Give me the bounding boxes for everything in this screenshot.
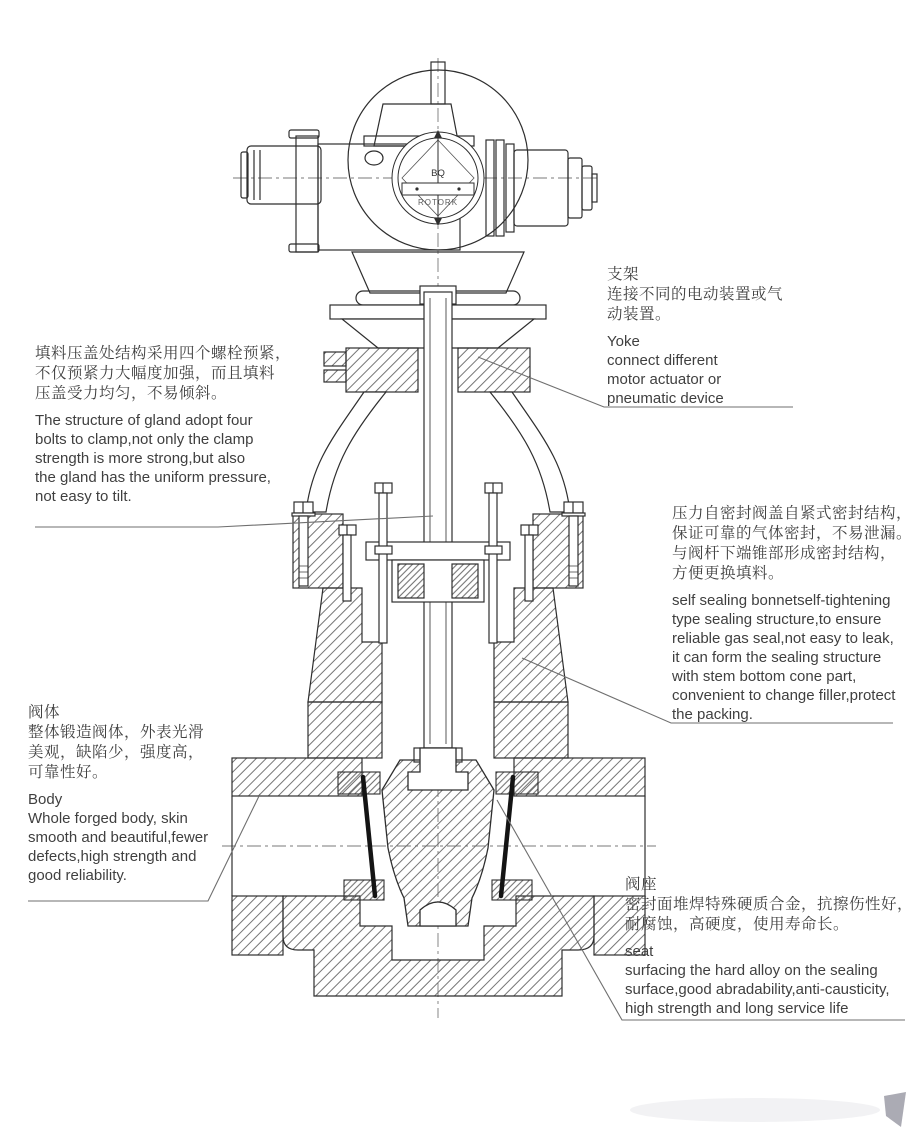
note-line: 压盖受力均匀，不易倾斜。 — [35, 385, 228, 402]
watermark-smudge — [630, 1092, 906, 1127]
yoke-arm-right — [490, 392, 570, 512]
note-line: 可靠性好。 — [28, 764, 109, 781]
note-line: 保证可靠的气体密封，不易泄漏。 — [672, 525, 913, 542]
note-line: 填料压盖处结构采用四个螺栓预紧， — [35, 345, 292, 362]
note-line: connect different — [607, 352, 718, 369]
note-line: it can form the sealing structure — [672, 649, 882, 666]
note-line: surface,good abradability,anti-causticity, — [625, 981, 890, 998]
annotation-gland — [35, 344, 291, 506]
note-line: type sealing structure,to ensure — [672, 611, 882, 628]
note-line: pneumatic device — [607, 390, 724, 407]
packing-left — [398, 564, 424, 598]
note-line: convenient to change filler,protect — [672, 687, 896, 704]
seat-face-left — [363, 777, 375, 896]
motor-flange-plate — [296, 136, 318, 252]
annotation-body — [28, 703, 208, 885]
note-line: 整体锻造阀体，外表光滑 — [28, 724, 205, 741]
bonnet-wall-right — [494, 588, 568, 702]
pipe-flange-left — [232, 896, 283, 955]
note-line: 与阀杆下端锥部形成密封结构， — [672, 545, 897, 562]
leader-gland — [35, 516, 433, 527]
annotation-yoke — [607, 265, 783, 408]
note-line: 压力自密封阀盖自紧式密封结构， — [672, 505, 913, 522]
note-line: motor actuator or — [607, 371, 722, 388]
note-line: 不仅预紧力大幅度加强，而且填料 — [35, 365, 276, 382]
note-line: 耐腐蚀，高硬度，使用寿命长。 — [625, 916, 850, 933]
note-line: 美观，缺陷少，强度高， — [28, 744, 205, 761]
note-line: 阀体 — [28, 704, 61, 721]
note-line: The structure of gland adopt four — [35, 412, 253, 429]
note-line: surfacing the hard alloy on the sealing — [625, 962, 878, 979]
stem — [414, 286, 462, 762]
yoke-flange-left — [346, 348, 418, 392]
seat-ring-right-top — [496, 772, 538, 794]
note-line: 连接不同的电动装置或气 — [607, 286, 784, 303]
note-line: good reliability. — [28, 867, 127, 884]
note-line: not easy to tilt. — [35, 488, 132, 505]
note-line: with stem bottom cone part, — [672, 668, 857, 685]
note-line: Whole forged body, skin — [28, 810, 188, 827]
note-line: Yoke — [607, 333, 640, 350]
seat-face-right — [501, 777, 513, 896]
dial-label-brand: ROTORK — [417, 198, 459, 207]
bonnet-wall-left — [308, 588, 382, 702]
note-line: smooth and beautiful,fewer — [28, 829, 209, 846]
note-line: 密封面堆焊特殊硬质合金，抗擦伤性好， — [625, 896, 914, 913]
note-line: 阀座 — [625, 876, 658, 893]
yoke-arm-left — [306, 392, 386, 512]
gate-wedge — [382, 748, 494, 926]
note-line: high strength and long service life — [625, 1000, 849, 1017]
annotation-seat — [625, 875, 913, 1018]
note-line: self sealing bonnetself-tightening — [672, 592, 891, 609]
packing-right — [452, 564, 478, 598]
seat-ring-left-top — [338, 772, 380, 794]
note-line: 动装置。 — [607, 306, 672, 323]
thrust-base-cylinder — [514, 150, 568, 226]
annotation-bonnet-seal — [672, 504, 912, 724]
note-line: bolts to clamp,not only the clamp — [35, 431, 254, 448]
note-line: 方便更换填料。 — [672, 565, 785, 582]
yoke-flange-right — [458, 348, 530, 392]
note-line: reliable gas seal,not easy to leak, — [672, 630, 894, 647]
note-line: the gland has the uniform pressure, — [35, 469, 271, 486]
note-line: strength is more strong,but also — [35, 450, 246, 467]
note-line: the packing. — [672, 706, 753, 723]
wedge-bottom-notch — [420, 902, 456, 926]
seat-ring-right-bottom — [492, 880, 532, 900]
note-line: seat — [625, 943, 654, 960]
dial-label-top: BQ — [431, 168, 445, 179]
note-line: defects,high strength and — [28, 848, 197, 865]
note-line: Body — [28, 791, 63, 808]
seat-ring-left-bottom — [344, 880, 384, 900]
note-line: 支架 — [607, 266, 640, 283]
motor-cylinder — [247, 146, 321, 204]
